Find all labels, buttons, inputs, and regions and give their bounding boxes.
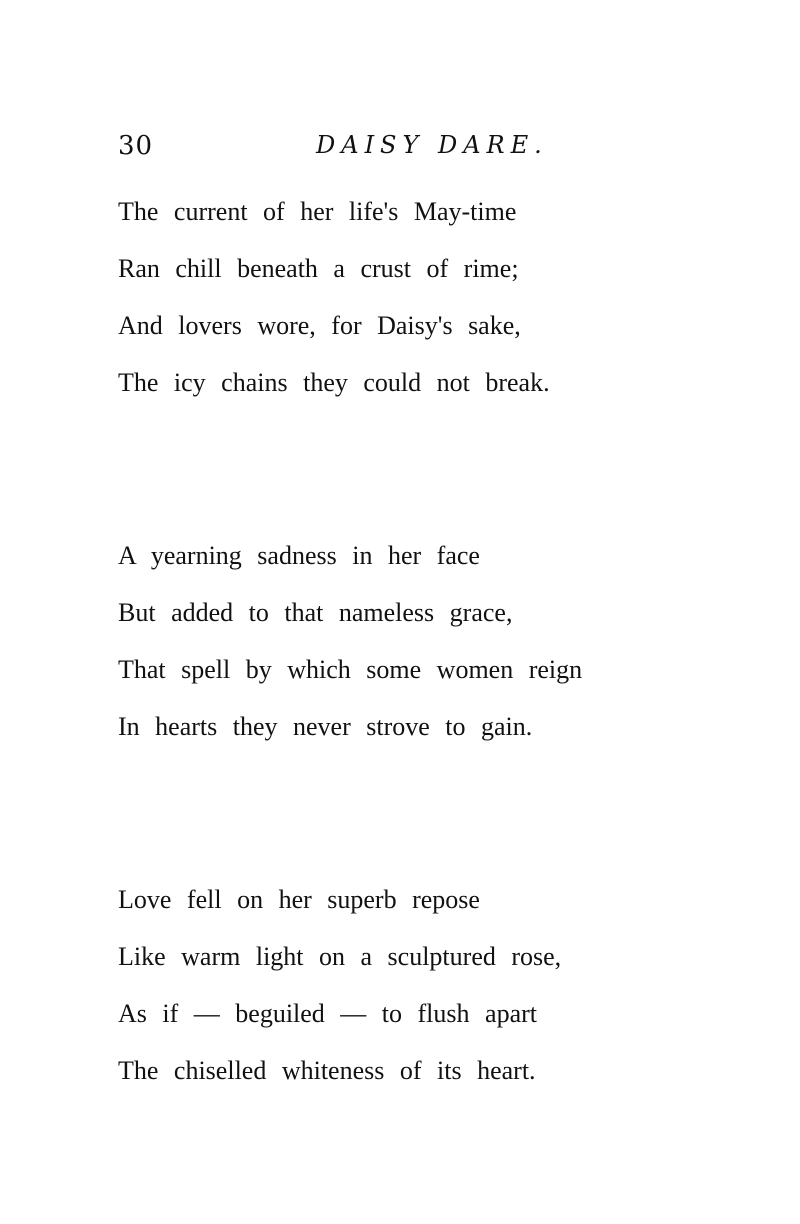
stanza-2 xyxy=(118,536,582,764)
poem-line: Like warm light on a sculptured rose, xyxy=(118,942,562,971)
poem-line: The current of her life's May-time xyxy=(118,197,517,226)
poem-line: And lovers wore, for Daisy's sake, xyxy=(118,311,521,340)
poem-line: In hearts they never strove to gain. xyxy=(118,712,533,741)
poem-line: But added to that nameless grace, xyxy=(118,598,513,627)
poem-body xyxy=(118,192,582,1224)
running-title: DAISY DARE. xyxy=(316,131,548,159)
poem-line: A yearning sadness in her face xyxy=(118,541,480,570)
poem-line: That spell by which some women reign xyxy=(118,655,583,684)
poem-line: As if — beguiled — to flush apart xyxy=(118,999,537,1028)
stanza-1 xyxy=(118,192,582,420)
stanza-3 xyxy=(118,880,582,1108)
poem-line: Ran chill beneath a crust of rime; xyxy=(118,254,519,283)
poem-line: The chiselled whiteness of its heart. xyxy=(118,1056,536,1085)
poem-line: The icy chains they could not break. xyxy=(118,368,550,397)
poem-line: Love fell on her superb repose xyxy=(118,885,480,914)
page-number: 30 xyxy=(118,131,154,161)
